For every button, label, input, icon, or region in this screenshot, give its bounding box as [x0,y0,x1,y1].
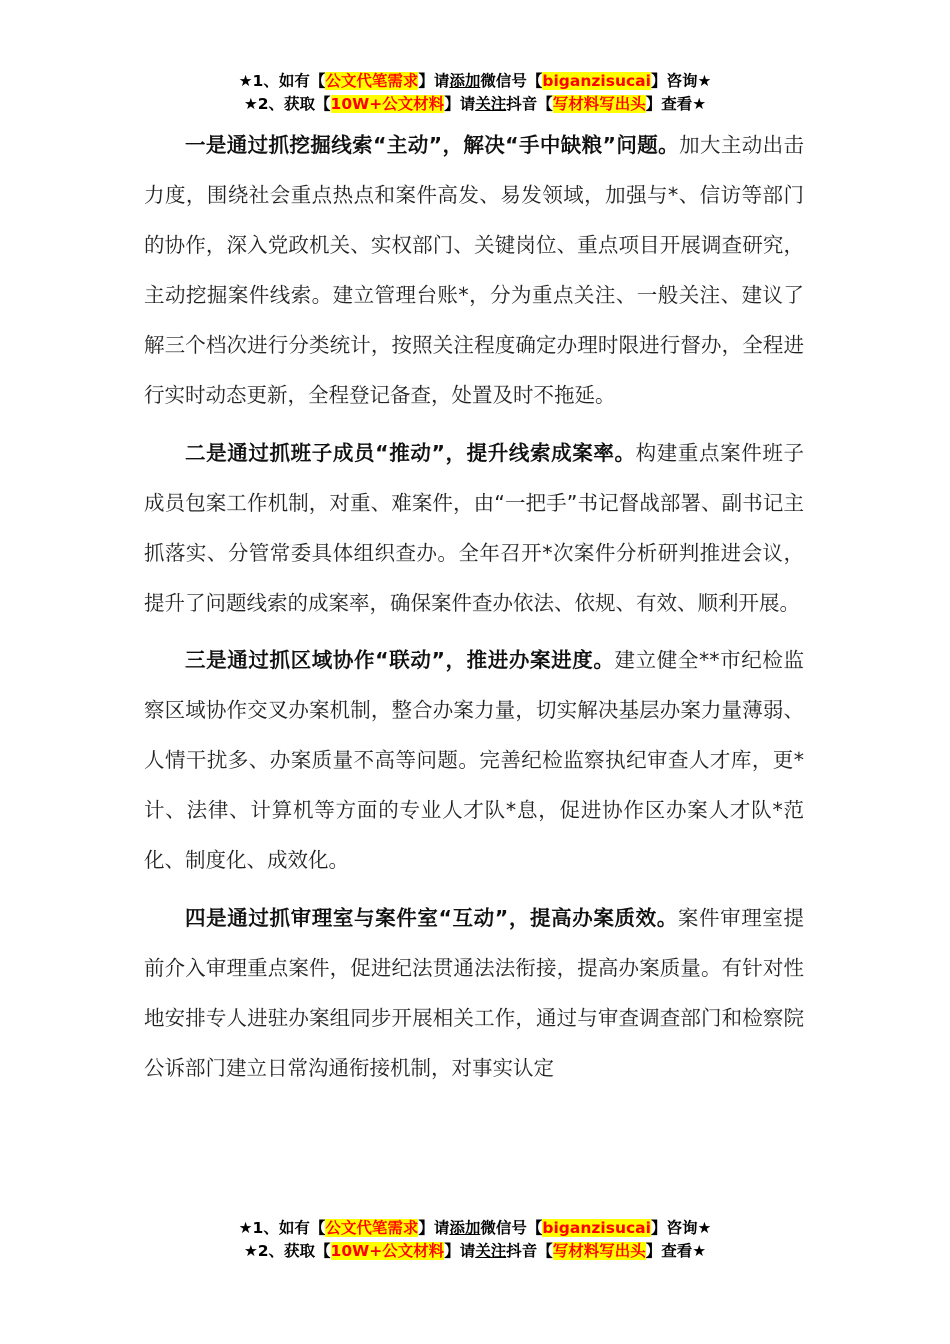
banner-highlight: 公文代笔需求 [325,1219,419,1237]
banner-highlight: 10W+公文材料 [330,95,445,113]
banner-highlight: 公文代笔需求 [325,72,419,90]
banner-line-1 [0,70,950,93]
banner-text: 微信号【 [480,72,543,90]
banner-underline: 关注 [475,95,507,113]
banner-text: ★2、获取【 [243,95,331,113]
banner-text: 】请 [418,1219,450,1237]
paragraph-text: 构建重点案件班子成员包案工作机制，对重、难案件，由“一把手”书记督战部署、副书记主抓落实、分管常委具体组织查办。全年召开*次案件分析研判推进会议，提升了问题线索的成案率，确保案件查办依法、依规、有效、顺利开展。 [144,440,804,615]
banner-text: 微信号【 [480,1219,543,1237]
paragraph-text: 建立健全**市纪检监察区域协作交叉办案机制，整合办案力量，切实解决基层办案力量薄弱、人情干扰多、办案质量不高等问题。完善纪检监察执纪审查人才库，更*计、法律、计算机等方面的专业人才队*息，促进协作区办案人才队*范化、制度化、成效化。 [144,648,804,872]
paragraph-lead: 四是通过抓审理室与案件室“互动”，提高办案质效。 [185,905,678,930]
banner-highlight: 10W+公文材料 [330,1242,445,1260]
banner-text: 】咨询★ [650,1219,712,1237]
paragraph-1 [144,120,804,420]
banner-text: 】查看★ [645,1242,707,1260]
banner-underline: 添加 [449,72,481,90]
footer-banner [0,1217,950,1263]
document-body [144,120,804,1100]
banner-text: 抖音【 [506,95,553,113]
paragraph-4 [144,893,804,1093]
header-banner [0,70,950,116]
banner-underline: 关注 [475,1242,507,1260]
banner-text: 】请 [444,1242,476,1260]
banner-text: 】请 [444,95,476,113]
banner-text: ★1、如有【 [238,1219,326,1237]
banner-text: 】请 [418,72,450,90]
banner-line-2 [0,93,950,116]
banner-line-1 [0,1217,950,1240]
paragraph-2 [144,428,804,628]
banner-text: ★1、如有【 [238,72,326,90]
banner-text: 】咨询★ [650,72,712,90]
banner-highlight: biganzisucai [542,1219,651,1237]
banner-line-2 [0,1240,950,1263]
banner-underline: 添加 [449,1219,481,1237]
banner-highlight: 写材料写出头 [552,95,646,113]
paragraph-lead: 三是通过抓区域协作“联动”，推进办案进度。 [185,648,615,672]
banner-highlight: biganzisucai [542,72,651,90]
banner-text: 】查看★ [645,95,707,113]
paragraph-text: 加大主动出击力度，围绕社会重点热点和案件高发、易发领域，加强与*、信访等部门的协作，深入党政机关、实权部门、关键岗位、重点项目开展调查研究，主动挖掘案件线索。建立管理台账*，分为重点关注、一般关注、建议了解三个档次进行分类统计，按照关注程度确定办理时限进行督办，全程进行实时动态更新，全程登记备查，处置及时不拖延。 [144,133,804,407]
paragraph-3 [144,635,804,885]
paragraph-text: 案件审理室提前介入审理重点案件，促进纪法贯通法法衔接，提高办案质量。有针对性地安排专人进驻办案组同步开展相关工作，通过与审查调查部门和检察院公诉部门建立日常沟通衔接机制，对事实认定 [144,905,805,1080]
paragraph-lead: 一是通过抓挖掘线索“主动”，解决“手中缺粮”问题。 [185,133,680,157]
paragraph-lead: 二是通过抓班子成员“推动”，提升线索成案率。 [185,440,636,465]
banner-text: ★2、获取【 [243,1242,331,1260]
banner-highlight: 写材料写出头 [552,1242,646,1260]
banner-text: 抖音【 [506,1242,553,1260]
